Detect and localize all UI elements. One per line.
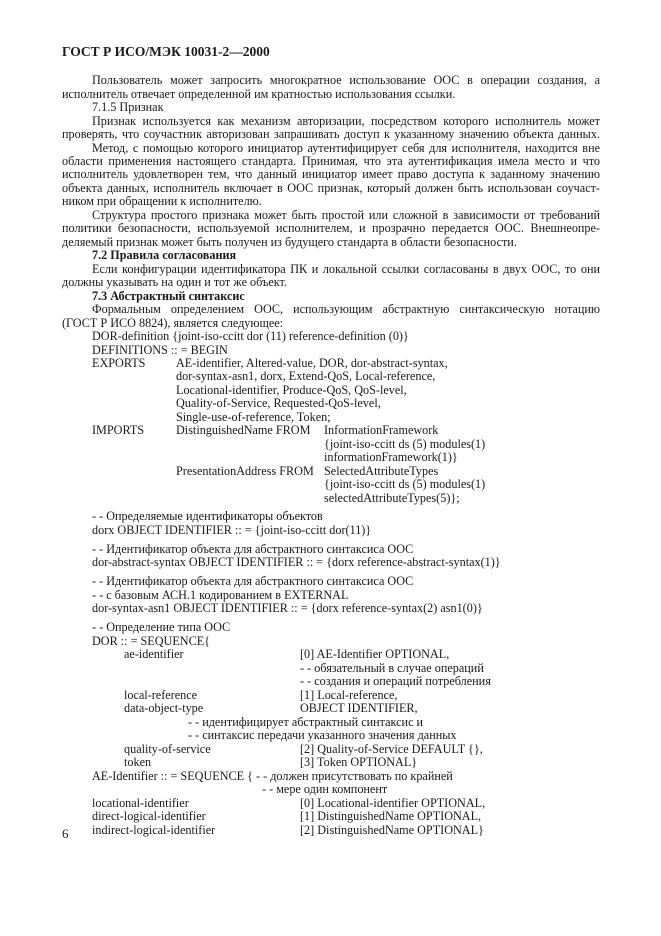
text-line: Quality-of-Service, Requested-QoS-level, [176,396,381,410]
text-line: dor-syntax-asn1 OBJECT IDENTIFIER :: = {dorx reference-syntax(2) asn1(0)} [92,601,483,615]
text-line: области применения настоящего стандарта. Принимая, что эта аутентификация имела место и что [62,154,600,168]
text-line: - - идентифицирует абстрактный синтаксис и [188,715,424,729]
text-line: [1] DistinguishedName OPTIONAL, [300,809,482,823]
text-line: direct-logical-identifier [92,809,206,823]
text-line: DOR :: = SEQUENCE{ [92,634,211,648]
text-line: - - обязательный в случае операций [300,661,484,675]
text-line: Single-use-of-reference, Token; [176,410,331,424]
text-line: DEFINITIONS :: = BEGIN [92,343,228,357]
text-line: деляемый признак может быть получен из будущего стандарта в области безопасности. [62,235,517,249]
text-line: DistinguishedName FROM [176,423,311,437]
text-line: InformationFramework [324,423,439,437]
text-line: dor-syntax-asn1, dorx, Extend-QoS, Local-reference, [176,369,436,383]
page-header: ГОСТ Р ИСО/МЭК 10031-2—2000 [62,44,270,59]
text-line: [2] Quality-of-Service DEFAULT {}, [300,742,483,756]
text-line: - - Определение типа ООС [92,620,231,634]
text-line: политики безопасности, используемой исполнителем, и прозрачно передается ООС. Внешнеопре- [62,221,600,235]
text-line: - - мере один компонент [262,782,388,796]
text-line: {joint-iso-ccitt ds (5) modules(1) [324,437,486,451]
text-line: AE-identifier, Altered-value, DOR, dor-abstract-syntax, [176,356,448,370]
text-line: ником при обращении к исполнителю. [62,194,262,208]
text-line: dor-abstract-syntax OBJECT IDENTIFIER :: = {dorx reference-abstract-syntax(1)} [92,555,501,569]
text-line: - - Определяемые идентификаторы объектов [92,509,323,523]
text-line: Формальным определением ООС, использующим абстрактную синтаксическую нотацию [92,302,600,316]
text-line: IMPORTS [92,423,145,437]
text-line: - - создания и операций потребления [300,674,491,688]
text-line: должны указывать на один и тот же объект. [62,275,287,289]
text-line: - - Идентификатор объекта для абстрактного синтаксиса ООС [92,574,414,588]
text-line: DOR-definition {joint-iso-ccitt dor (11) reference-definition (0)} [92,329,409,343]
text-line: Метод, с помощью которого инициатор аутентифицирует себя для исполнителя, находится вне [92,141,600,155]
text-line: - - с базовым АСН.1 кодированием в EXTERNAL [92,588,349,602]
text-line: {joint-iso-ccitt ds (5) modules(1) [324,477,486,491]
text-line: [1] Local-reference, [300,688,398,702]
text-line: SelectedAttributeTypes [324,464,439,478]
text-line: informationFramework(1)} [324,450,458,464]
text-line: [3] Token OPTIONAL} [300,755,418,769]
text-line: AE-Identifier :: = SEQUENCE { - - должен присутствовать по крайней [92,769,453,783]
text-line: [0] Locational-identifier OPTIONAL, [300,796,486,810]
section-heading: 7.2 Правила согласования [92,248,237,262]
page-number: 6 [62,826,69,841]
text-line: [2] DistinguishedName OPTIONAL} [300,823,484,837]
text-line: Структура простого признака может быть простой или сложной в зависимости от требований [92,208,600,222]
text-line: indirect-logical-identifier [92,823,216,837]
text-line: объекта данных, исполнитель включает в ООС признак, который должен быть использован соучаст- [62,181,600,195]
text-line: OBJECT IDENTIFIER, [300,701,418,715]
text-line: [0] AE-Identifier OPTIONAL, [300,647,450,661]
text-line: local-reference [124,688,198,702]
text-line: проверять, что соучастник авторизован запрашивать доступ к указанному значению объекта данных. [62,127,600,141]
text-line: Locational-identifier, Produce-QoS, QoS-level, [176,383,407,397]
text-line: (ГОСТ Р ИСО 8824), является следующее: [62,316,284,330]
text-line: Если конфигурации идентификатора ПК и локальной ссылки согласованы в двух ООС, то они [92,262,600,276]
text-line: 7.1.5 Признак [92,100,164,114]
text-line: dorx OBJECT IDENTIFIER :: = {joint-iso-ccitt dor(11)} [92,523,372,537]
text-line: selectedAttributeTypes(5)}; [324,491,460,505]
text-line: token [124,755,152,769]
text-line: Признак используется как механизм авторизации, посредством которого исполнитель может [92,114,600,128]
text-line: locational-identifier [92,796,189,810]
text-line: ae-identifier [124,647,184,661]
text-line: исполнитель удовлетворен тем, что данный инициатор имеет право доступа к заданному значению [62,167,600,181]
text-line: - - синтаксис передачи указанного значения данных [188,728,457,742]
text-line: - - Идентификатор объекта для абстрактного синтаксиса ООС [92,542,414,556]
text-line: quality-of-service [124,742,211,756]
text-line: EXPORTS [92,356,146,370]
text-line: PresentationAddress FROM [176,464,314,478]
text-line: data-object-type [124,701,204,715]
text-line: Пользователь может запросить многократное использование ООС в операции создания, а [92,73,600,87]
text-line: исполнитель отвечает определенной им кратностью использования ссылки. [62,87,456,101]
section-heading: 7.3 Абстрактный синтаксис [92,289,245,303]
